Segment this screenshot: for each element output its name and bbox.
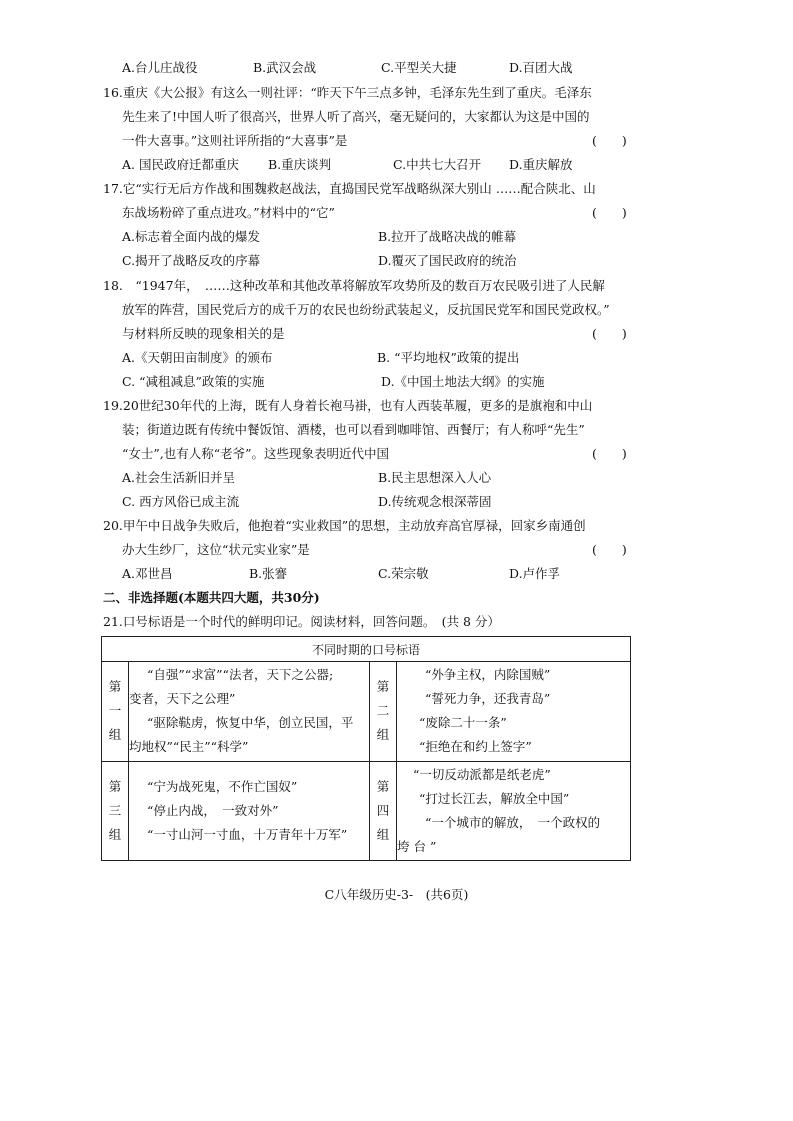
group1-slogan-line: “自强”“求富”“法者，天下之公器; [147,667,334,683]
group2-slogan-line: “誓死力争，还我青岛” [425,691,551,707]
q20-option-d: D.卢作孚 [509,566,561,581]
q16-option-b: B.重庆谈判 [268,157,332,172]
group2-slogan-line: “外争主权，内除国贼” [425,667,551,683]
q15-option-d: D.百团大战 [509,60,573,75]
q18-stem-line2: 放军的阵营，国民党后方的成千万的农民也纷纷武装起义，反抗国民党军和国民党政权。” [122,302,610,317]
group4-slogan-line: “打过长江去，解放全中国” [419,790,570,806]
group4-slogan-line: “一切反动派都是纸老虎” [413,766,551,782]
section2-heading: 二、非选择题(本题共四大题，共30分) [103,590,320,605]
q18-option-a: A.《天朝田亩制度》的颁布 [122,350,273,365]
q16-option-a: A. 国民政府迁都重庆 [122,157,239,172]
group3-slogan-line: “宁为战死鬼，不作亡国奴” [147,778,298,794]
q20-stem-line1: 20.甲午中日战争失败后，他抱着“实业救国”的思想，主动放弃高官厚禄，回家乡南通创 [103,518,586,533]
q17-option-c: C.揭开了战略反攻的序幕 [122,253,261,268]
q17-option-d: D.覆灭了国民政府的统治 [378,253,517,268]
group3-slogan-line: “一寸山河一寸血，十万青年十万军” [147,826,348,842]
group3-slogan-line: “停止内战， 一致对外” [147,802,279,818]
group2-slogan-line: “废除二十一条” [419,715,507,731]
q15-option-c: C.平型关大捷 [381,60,457,75]
q18-option-d: D.《中国土地法大纲》的实施 [381,374,545,389]
q17-option-b: B.拉开了战略决战的帷幕 [378,229,517,244]
q16-stem-line2: 先生来了!中国人听了很高兴，世界人听了高兴，毫无疑问的，大家都认为这是中国的 [122,109,590,124]
slogan-table [101,636,631,861]
q18-option-b: B. “平均地权”政策的提出 [377,350,520,365]
q19-option-c: C. 西方风俗已成主流 [122,494,240,509]
group1-slogan-line: 变者，天下之公理” [129,691,236,707]
q17-option-a: A.标志着全面内战的爆发 [122,229,261,244]
q18-stem-line1: 18. “1947年， ……这种改革和其他改革将解放军攻势所及的数百万农民吸引进了人民解 [103,278,605,293]
q19-stem-line2: 装；街道边既有传统中餐饭馆、酒楼，也可以看到咖啡馆、西餐厅；有人称呼“先生” [122,422,585,437]
q19-stem-line3: “女士”,也有人称“老爷”。这些现象表明近代中国 [122,446,390,461]
group4-slogans [397,761,631,861]
q19-answer-paren: ( ) [592,446,627,461]
group1-slogans [129,662,370,762]
q17-stem-line2: 东战场粉碎了重点进攻。”材料中的“它” [122,205,335,220]
q15-option-b: B.武汉会战 [253,60,317,75]
group1-slogan-line: 均地权”“民主”“科学” [129,739,249,755]
group3-label: 第 三 组 [102,761,129,861]
q20-option-c: C.荣宗敬 [378,566,429,581]
group1-label: 第 一 组 [102,662,129,762]
q19-option-a: A.社会生活新旧并呈 [122,470,236,485]
table-caption: 不同时期的口号标语 [102,637,631,662]
q20-option-a: A.邓世昌 [122,566,173,581]
group3-slogans [129,761,370,861]
q20-option-b: B.张謇 [249,566,288,581]
q16-stem-line1: 16.重庆《大公报》有这么一则社评：“昨天下午三点多钟，毛泽东先生到了重庆。毛泽东 [103,85,592,100]
q17-stem-line1: 17.它“实行无后方作战和围魏救赵战法，直捣国民党军战略纵深大别山 ……配合陕北、山 [103,181,596,196]
group4-slogan-line: “一个城市的解放， 一个政权的 [425,814,601,830]
q16-option-c: C.中共七大召开 [393,157,482,172]
q16-answer-paren: ( ) [592,133,627,148]
q16-stem-line3: 一件大喜事。”这则社评所指的“大喜事”是 [122,133,348,148]
q15-option-a: A.台儿庄战役 [122,60,198,75]
group2-slogans [397,662,631,762]
group2-slogan-line: “拒绝在和约上签字” [419,739,532,755]
q18-stem-line3: 与材料所反映的现象相关的是 [122,326,285,341]
q19-option-d: D.传统观念根深蒂固 [378,494,492,509]
q20-stem-line2: 办大生纱厂，这位“状元实业家”是 [122,542,310,557]
group4-label: 第 四 组 [370,761,397,861]
group2-label: 第 二 组 [370,662,397,762]
q19-stem-line1: 19.20世纪30年代的上海，既有人身着长袍马褂，也有人西装革履，更多的是旗袍和中山 [103,398,593,413]
q17-answer-paren: ( ) [592,205,627,220]
q18-answer-paren: ( ) [592,326,627,341]
q18-option-c: C. “减租减息”政策的实施 [122,374,265,389]
q21-stem: 21.口号标语是一个时代的鲜明印记。阅读材料，回答问题。 (共 8 分） [103,614,500,629]
page-footer: C八年级历史-3- (共6页) [324,887,469,902]
q16-option-d: D.重庆解放 [509,157,573,172]
group4-slogan-line: 垮 台 ” [397,838,437,854]
group1-slogan-line: “驱除鞑虏，恢复中华，创立民国，平 [147,715,354,731]
q19-option-b: B.民主思想深入人心 [378,470,492,485]
q20-answer-paren: ( ) [592,542,627,557]
